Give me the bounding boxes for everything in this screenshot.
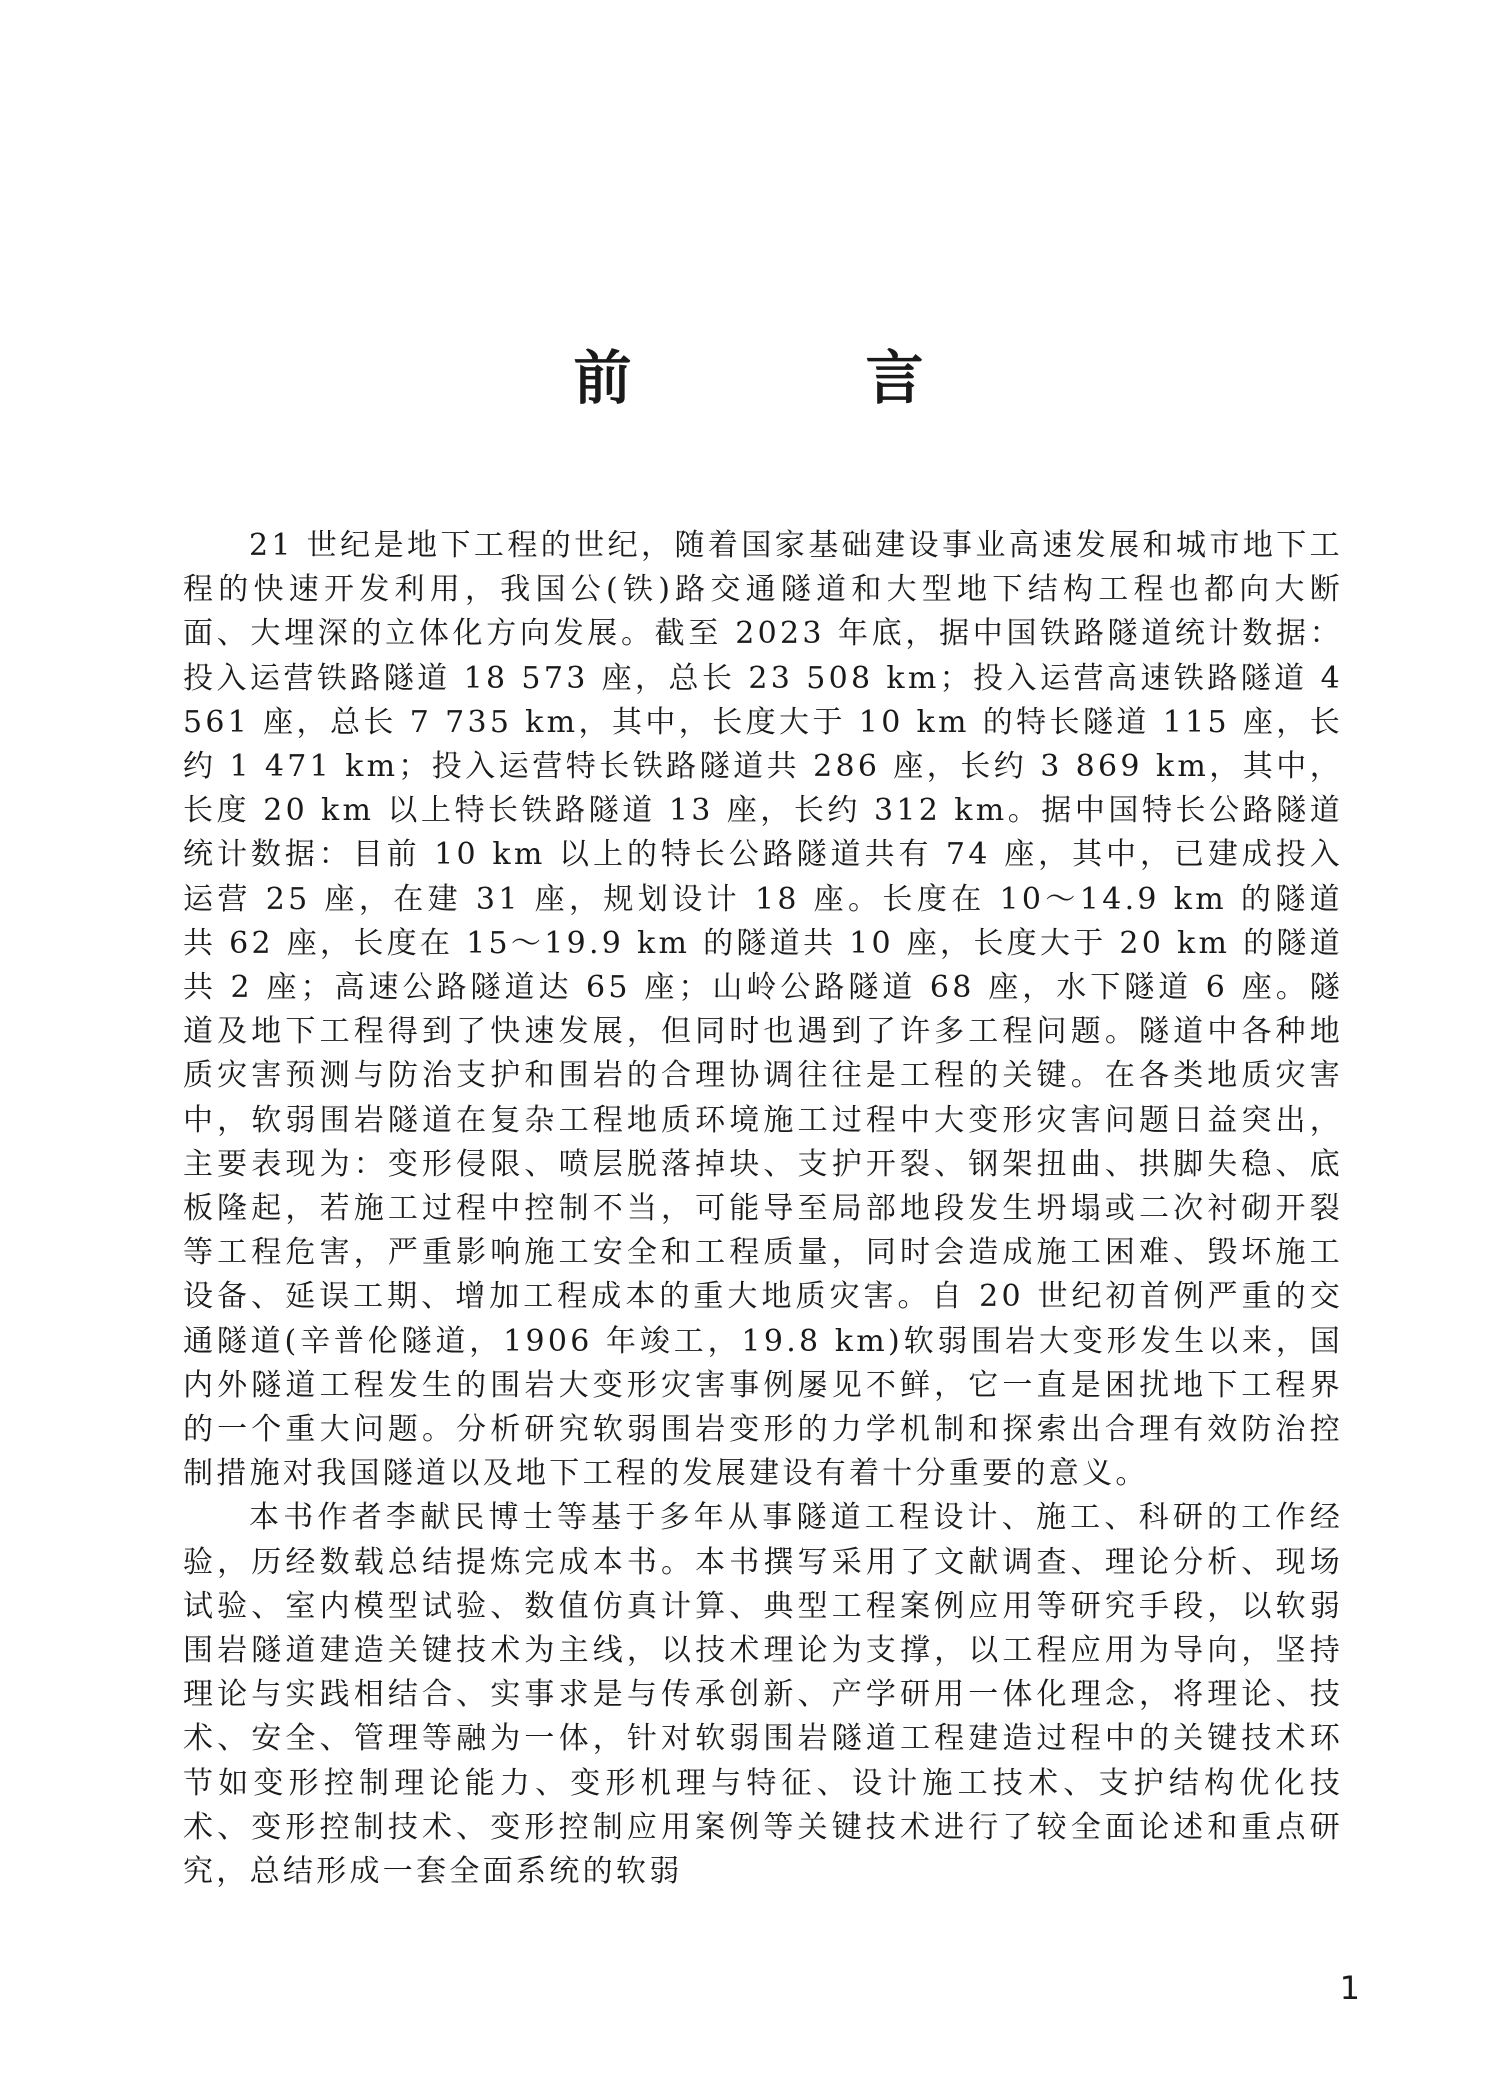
page-title: 前 言 (573, 344, 1012, 412)
page-number: 1 (1339, 1969, 1360, 2007)
body-text (183, 524, 1343, 1894)
paragraph-2: 本书作者李献民博士等基于多年从事隧道工程设计、施工、科研的工作经验，历经数载总结提炼完成本书。本书撰写采用了文献调查、理论分析、现场试验、室内模型试验、数值仿真计算、典型工程案例应用等研究手段，以软弱围岩隧道建造关键技术为主线，以技术理论为支撑，以工程应用为导向，坚持理论与实践相结合、实事求是与传承创新、产学研用一体化理念，将理论、技术、安全、管理等融为一体，针对软弱围岩隧道工程建造过程中的关键技术环节如变形控制理论能力、变形机理与特征、设计施工技术、支护结构优化技术、变形控制技术、变形控制应用案例等关键技术进行了较全面论述和重点研究，总结形成一套全面系统的软弱 (183, 1500, 1343, 1890)
paragraph-1: 21 世纪是地下工程的世纪，随着国家基础建设事业高速发展和城市地下工程的快速开发利用，我国公(铁)路交通隧道和大型地下结构工程也都向大断面、大埋深的立体化方向发展。截至 2023 年底，据中国铁路隧道统计数据：投入运营铁路隧道 18 573 座，总长 23 508 km；投入运营高速铁路隧道 4 561 座，总长 7 735 km，其中，长度大于 10 km 的特长隧道 115 座，长约 1 471 km；投入运营特长铁路隧道共 286 座，长约 3 869 km，其中，长度 20 km 以上特长铁路隧道 13 座，长约 312 km。据中国特长公路隧道统计数据：目前 10 km 以上的特长公路隧道共有 74 座，其中，已建成投入运营 25 座，在建 31 座，规划设计 18 座。长度在 10～14.9 km 的隧道共 62 座，长度在 15～19.9 km 的隧道共 10 座，长度大于 20 km 的隧道共 2 座；高速公路隧道达 65 座；山岭公路隧道 68 座，水下隧道 6 座。隧道及地下工程得到了快速发展，但同时也遇到了许多工程问题。隧道中各种地质灾害预测与防治支护和围岩的合理协调往往是工程的关键。在各类地质灾害中，软弱围岩隧道在复杂工程地质环境施工过程中大变形灾害问题日益突出，主要表现为：变形侵限、喷层脱落掉块、支护开裂、钢架扭曲、拱脚失稳、底板隆起，若施工过程中控制不当，可能导至局部地段发生坍塌或二次衬砌开裂等工程危害，严重影响施工安全和工程质量，同时会造成施工困难、毁坏施工设备、延误工期、增加工程成本的重大地质灾害。自 20 世纪初首例严重的交通隧道(辛普伦隧道，1906 年竣工，19.8 km)软弱围岩大变形发生以来，国内外隧道工程发生的围岩大变形灾害事例屡见不鲜，它一直是困扰地下工程界的一个重大问题。分析研究软弱围岩变形的力学机制和探索出合理有效防治控制措施对我国隧道以及地下工程的发展建设有着十分重要的意义。 (183, 528, 1343, 1492)
